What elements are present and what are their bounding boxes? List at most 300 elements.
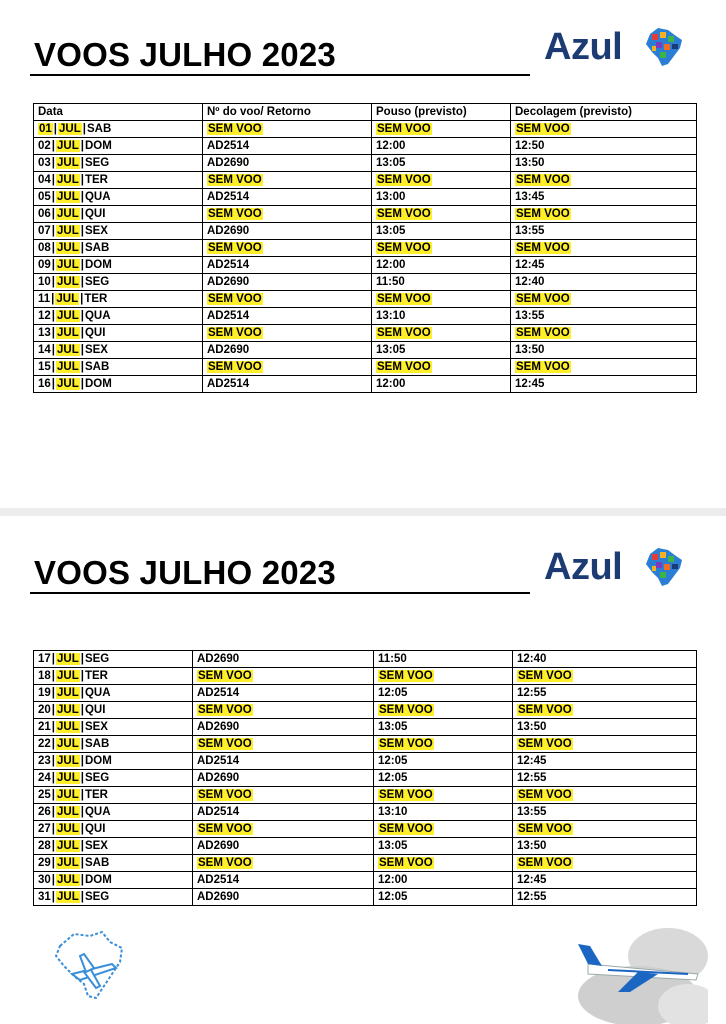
decolagem-cell-value: SEM VOO [516,208,570,220]
date-cell: 11| JUL |TER [34,291,203,308]
day-number: 08 [38,242,51,254]
table-row [34,240,697,257]
date-cell: 18| JUL |TER [34,668,193,685]
month-label: JUL [57,140,79,152]
date-cell: 13| JUL |QUI [34,325,203,342]
decolagem-cell-value: 13:50 [517,840,547,852]
decolagem-cell [511,155,697,172]
table-row [34,342,697,359]
date-cell: 20| JUL |QUI [34,702,193,719]
flight-cell [193,770,374,787]
flight-cell-value: AD2514 [197,806,240,818]
table-row [34,821,697,838]
weekday-label: TER [84,789,108,801]
azul-logo [544,546,684,590]
table-row [34,736,697,753]
month-label: JUL [57,378,79,390]
decolagem-cell [513,855,697,872]
schedule-page-1 [0,0,726,508]
month-label: JUL [57,772,79,784]
decolagem-cell [511,223,697,240]
logo-text: Azul [544,26,623,68]
date-cell: 08| JUL |SAB [34,240,203,257]
brazil-map-plane-icon [50,926,130,1006]
decolagem-cell [511,189,697,206]
flight-cell-value: AD2690 [207,344,250,356]
decolagem-cell-value: SEM VOO [516,174,570,186]
flight-cell-value: AD2514 [197,755,240,767]
weekday-label: DOM [84,259,112,271]
flight-cell-value: AD2514 [207,191,250,203]
table-row [34,206,697,223]
flight-cell [193,685,374,702]
title-underline [30,592,530,594]
month-label: JUL [56,293,79,305]
decolagem-cell [511,359,697,376]
day-number: 16 [38,378,51,390]
month-label: JUL [57,225,79,237]
flight-cell [193,736,374,753]
decolagem-cell [511,274,697,291]
flight-cell [203,257,372,274]
day-number: 26 [38,806,51,818]
day-number: 24 [38,772,51,784]
month-label: JUL [57,191,79,203]
table-row [34,359,697,376]
weekday-label: QUA [84,310,111,322]
azul-logo [544,26,684,70]
pouso-cell [374,668,513,685]
weekday-label: SEX [84,225,108,237]
pouso-cell [374,685,513,702]
decolagem-cell [511,342,697,359]
flight-cell-value: AD2690 [197,840,240,852]
date-cell: 23| JUL |DOM [34,753,193,770]
pouso-cell [372,291,511,308]
table-row [34,121,697,138]
flight-cell [203,359,372,376]
flight-cell [193,821,374,838]
weekday-label: SEX [84,344,108,356]
date-cell: 06| JUL |QUI [34,206,203,223]
pouso-cell-value: SEM VOO [377,361,431,373]
table-row [34,308,697,325]
pouso-cell-value: SEM VOO [377,174,431,186]
day-number: 18 [38,670,51,682]
decolagem-cell-value: SEM VOO [518,823,572,835]
flight-cell-value: SEM VOO [208,327,262,339]
day-number: 27 [38,823,51,835]
day-number: 19 [38,687,51,699]
flight-cell-value: AD2514 [207,140,250,152]
date-cell: 29| JUL |SAB [34,855,193,872]
decolagem-cell [513,872,697,889]
decolagem-cell [513,651,697,668]
table-row [34,702,697,719]
decolagem-cell-value: 13:55 [517,806,547,818]
decolagem-cell-value: SEM VOO [518,789,572,801]
header-pouso: Pouso (previsto) [372,104,511,121]
brazil-map-icon [644,546,684,588]
day-number: 23 [38,755,51,767]
pouso-cell [374,855,513,872]
flight-cell-value: AD2514 [207,259,250,271]
month-label: JUL [57,721,79,733]
month-label: JUL [57,840,79,852]
flight-cell-value: AD2690 [197,653,240,665]
pouso-cell-value: 12:00 [376,378,406,390]
flight-cell [203,121,372,138]
date-cell: 03| JUL |SEG [34,155,203,172]
date-cell: 02| JUL |DOM [34,138,203,155]
pouso-cell-value: SEM VOO [377,293,431,305]
month-label: JUL [57,670,79,682]
pouso-cell-value: SEM VOO [377,242,431,254]
weekday-label: QUA [84,687,111,699]
decolagem-cell [513,685,697,702]
date-cell: 17| JUL |SEG [34,651,193,668]
date-cell: 30| JUL |DOM [34,872,193,889]
day-number: 30 [38,874,51,886]
day-number: 14 [38,344,51,356]
pouso-cell [374,651,513,668]
pouso-cell-value: SEM VOO [379,789,433,801]
date-cell: 16| JUL |DOM [34,376,203,393]
pouso-cell-value: SEM VOO [379,823,433,835]
day-number: 02 [38,140,51,152]
flight-cell [193,702,374,719]
decolagem-cell [511,325,697,342]
flight-cell-value: SEM VOO [198,823,252,835]
decolagem-cell [511,308,697,325]
month-label: JUL [57,310,79,322]
decolagem-cell-value: 13:50 [515,157,545,169]
day-number: 13 [38,327,51,339]
day-number: 31 [38,891,51,903]
flight-cell-value: SEM VOO [208,293,262,305]
pouso-cell-value: 13:05 [378,721,408,733]
pouso-cell-value: SEM VOO [379,704,433,716]
table-row [34,189,697,206]
day-number: 20 [38,704,51,716]
pouso-cell-value: 12:05 [378,772,408,784]
day-number: 07 [38,225,51,237]
pouso-cell [372,325,511,342]
decolagem-cell [513,719,697,736]
pouso-cell-value: SEM VOO [377,208,431,220]
table-row [34,753,697,770]
flight-table-2 [33,650,697,906]
date-cell: 25| JUL |TER [34,787,193,804]
month-label: JUL [57,361,79,373]
date-cell: 19| JUL |QUA [34,685,193,702]
pouso-cell [374,736,513,753]
pouso-cell-value: 11:50 [378,653,407,665]
table-row [34,719,697,736]
flight-cell-value: SEM VOO [198,670,252,682]
decolagem-cell [511,291,697,308]
pouso-cell [372,223,511,240]
decolagem-cell [513,889,697,906]
pouso-cell-value: 12:05 [378,755,408,767]
flight-cell-value: AD2690 [197,772,240,784]
month-label: JUL [57,259,79,271]
brazil-map-icon [644,26,684,68]
header-flight: Nº do voo/ Retorno [203,104,372,121]
day-number: 28 [38,840,51,852]
pouso-cell-value: 13:05 [376,157,406,169]
flight-cell-value: SEM VOO [198,704,252,716]
header-decolagem: Decolagem (previsto) [511,104,697,121]
date-cell: 07| JUL |SEX [34,223,203,240]
day-number: 29 [38,857,51,869]
day-number: 15 [38,361,51,373]
decolagem-cell-value: SEM VOO [518,670,572,682]
decolagem-cell-value: SEM VOO [516,361,570,373]
table-body-2 [34,651,697,906]
decolagem-cell [513,838,697,855]
flight-cell [203,172,372,189]
pouso-cell-value: 13:10 [376,310,406,322]
decolagem-cell-value: 13:50 [515,344,545,356]
weekday-label: SEG [84,276,110,288]
decolagem-cell [513,668,697,685]
table-row [34,223,697,240]
flight-cell-value: SEM VOO [198,857,252,869]
day-number: 10 [38,276,51,288]
table-row [34,274,697,291]
weekday-label: SEX [84,721,108,733]
decolagem-cell [511,240,697,257]
month-label: JUL [57,704,79,716]
weekday-label: QUA [84,191,111,203]
decolagem-cell [511,257,697,274]
flight-cell-value: AD2514 [197,874,240,886]
pouso-cell [374,753,513,770]
flight-cell-value: SEM VOO [208,361,262,373]
flight-cell [193,651,374,668]
weekday-label: SEG [84,653,110,665]
table-header-row [34,104,697,121]
page-title: VOOS JULHO 2023 [34,36,336,73]
table-row [34,872,697,889]
decolagem-cell [513,770,697,787]
weekday-label: QUI [84,208,106,220]
table-row [34,668,697,685]
decolagem-cell [513,736,697,753]
date-cell: 12| JUL |QUA [34,308,203,325]
flight-cell [203,223,372,240]
date-cell: 26| JUL |QUA [34,804,193,821]
decolagem-cell-value: 13:50 [517,721,547,733]
flight-cell-value: AD2514 [197,687,240,699]
pouso-cell [372,308,511,325]
pouso-cell [372,172,511,189]
pouso-cell [372,342,511,359]
decolagem-cell-value: 13:55 [515,225,545,237]
flight-cell [193,838,374,855]
date-cell: 31| JUL |SEG [34,889,193,906]
decolagem-cell-value: 12:40 [515,276,545,288]
title-underline [30,74,530,76]
day-number: 03 [38,157,51,169]
pouso-cell [372,189,511,206]
flight-cell [193,668,374,685]
pouso-cell [374,770,513,787]
decolagem-cell [511,121,697,138]
decolagem-cell-value: 12:45 [517,874,547,886]
flight-cell [193,719,374,736]
header-data: Data [34,104,203,121]
weekday-label: SAB [84,857,110,869]
flight-cell [193,787,374,804]
weekday-label: DOM [84,378,112,390]
pouso-cell-value: 12:00 [376,140,406,152]
date-cell: 21| JUL |SEX [34,719,193,736]
day-number: 21 [38,721,51,733]
decolagem-cell [511,138,697,155]
date-cell: 05| JUL |QUA [34,189,203,206]
decolagem-cell [513,821,697,838]
table-row [34,155,697,172]
month-label: JUL [59,123,81,135]
pouso-cell-value: 13:05 [376,225,406,237]
weekday-label: SAB [84,361,110,373]
table-row [34,325,697,342]
table-row [34,804,697,821]
table-row [34,685,697,702]
decolagem-cell-value: 12:40 [517,653,547,665]
table-row [34,172,697,189]
decolagem-cell [513,702,697,719]
decolagem-cell-value: SEM VOO [518,738,572,750]
pouso-cell-value: 12:05 [378,687,408,699]
weekday-label: SEG [84,157,110,169]
month-label: JUL [57,687,79,699]
month-label: JUL [57,755,79,767]
table-row [34,376,697,393]
table-row [34,138,697,155]
decolagem-cell-value: 13:45 [515,191,545,203]
month-label: JUL [57,874,79,886]
decolagem-cell-value: 12:55 [517,772,547,784]
flight-cell [203,376,372,393]
month-label: JUL [57,806,79,818]
pouso-cell-value: 12:05 [378,891,408,903]
weekday-label: DOM [84,874,112,886]
weekday-label: SEG [84,772,110,784]
flight-cell-value: AD2690 [207,157,250,169]
pouso-cell-value: SEM VOO [379,857,433,869]
date-cell: 10| JUL |SEG [34,274,203,291]
date-cell: 22| JUL |SAB [34,736,193,753]
pouso-cell [372,121,511,138]
pouso-cell [372,155,511,172]
month-label: JUL [57,823,79,835]
schedule-page-2 [0,516,726,1024]
month-label: JUL [57,789,79,801]
month-label: JUL [57,738,79,750]
decolagem-cell-value: 13:55 [515,310,545,322]
flight-cell [203,240,372,257]
day-number: 05 [38,191,51,203]
date-cell: 09| JUL |DOM [34,257,203,274]
weekday-label: QUA [84,806,111,818]
weekday-label: SAB [84,738,110,750]
flight-cell [203,325,372,342]
day-number: 09 [38,259,51,271]
table-row [34,651,697,668]
decolagem-cell-value: 12:45 [515,259,545,271]
date-cell: 01 | JUL |SAB [34,121,203,138]
pouso-cell-value: 13:10 [378,806,408,818]
flight-cell-value: SEM VOO [198,738,252,750]
flight-cell-value: AD2514 [207,378,250,390]
pouso-cell [374,719,513,736]
flight-cell-value: AD2690 [197,891,240,903]
month-label: JUL [57,276,79,288]
airplane-icon [548,916,708,1024]
day-number: 17 [38,653,51,665]
weekday-label: QUI [84,327,106,339]
pouso-cell-value: 13:05 [378,840,408,852]
pouso-cell-value: 13:05 [376,344,406,356]
flight-cell [193,889,374,906]
flight-cell [203,291,372,308]
month-label: JUL [57,157,79,169]
pouso-cell [372,359,511,376]
decolagem-cell [513,787,697,804]
decolagem-cell-value: SEM VOO [518,857,572,869]
flight-cell [203,138,372,155]
flight-cell-value: SEM VOO [198,789,252,801]
flight-cell-value: AD2690 [197,721,240,733]
flight-cell [203,155,372,172]
flight-cell-value: AD2690 [207,276,250,288]
decolagem-cell-value: SEM VOO [516,293,570,305]
day-number: 25 [38,789,51,801]
weekday-label: DOM [84,140,112,152]
flight-cell [203,342,372,359]
decolagem-cell-value: SEM VOO [516,242,570,254]
table-row [34,838,697,855]
pouso-cell-value: SEM VOO [379,738,433,750]
weekday-label: SEX [84,840,108,852]
decolagem-cell-value: 12:55 [517,891,547,903]
weekday-label: QUI [84,823,106,835]
pouso-cell [372,274,511,291]
date-cell: 24| JUL |SEG [34,770,193,787]
decolagem-cell-value: SEM VOO [516,327,570,339]
weekday-label: TER [84,174,108,186]
pouso-cell-value: 12:00 [376,259,406,271]
flight-cell-value: SEM VOO [208,208,262,220]
flight-cell [203,274,372,291]
weekday-label: QUI [84,704,106,716]
date-cell: 28| JUL |SEX [34,838,193,855]
month-label: JUL [57,653,79,665]
flight-table-1 [33,103,697,393]
flight-cell-value: AD2514 [207,310,250,322]
pouso-cell [374,804,513,821]
pouso-cell [374,838,513,855]
weekday-label: TER [84,670,108,682]
pouso-cell [374,821,513,838]
pouso-cell [372,257,511,274]
flight-cell [193,804,374,821]
decolagem-cell [511,376,697,393]
date-cell: 15| JUL |SAB [34,359,203,376]
